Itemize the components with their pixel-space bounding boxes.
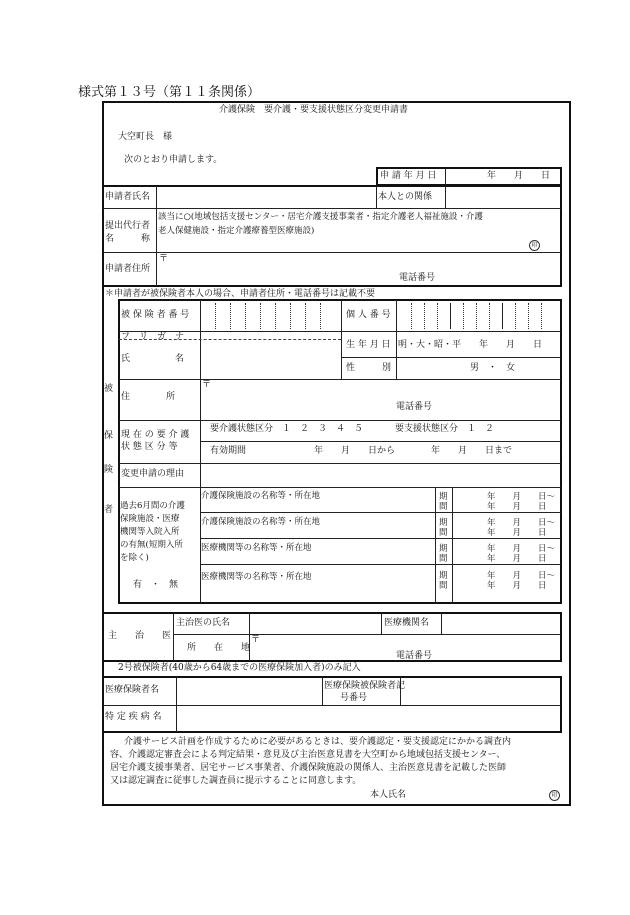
birth-label: 生 年 月 日 (346, 340, 391, 350)
insured-address-field[interactable] (212, 381, 558, 399)
postal-mark: 〒 (159, 254, 169, 264)
signature-seal-icon: 印 (549, 790, 560, 801)
consent-line-2: 容、介護認定審査会による判定結果・意見及び主治医意見書を大空町から地域包括支援センター、 (110, 750, 506, 760)
birth-field[interactable]: 明・大・昭・平 年 月 日 (398, 340, 543, 350)
insurer-label: 医療保険者名 (105, 685, 160, 695)
insured-address-label: 住 所 (121, 392, 176, 402)
proxy-label-1: 提出代行者 (105, 221, 151, 231)
institution-field[interactable] (443, 615, 559, 633)
period-4-label: 期 間 (439, 571, 448, 591)
validity-label: 有効期間 (210, 446, 247, 456)
institution-label: 医療機関名 (384, 618, 430, 628)
form-title: 介護保険 要介護・要支援状態区分変更申請書 (219, 105, 409, 115)
applicant-name-field[interactable] (158, 188, 374, 206)
relation-field[interactable] (447, 188, 559, 206)
facility-label-4: の有無(短期入所 (120, 540, 183, 550)
application-date-field[interactable]: 年 月 日 (487, 171, 551, 181)
disease-label: 特 定 疾 病 名 (105, 712, 162, 722)
furigana-label: フ リ ガ ナ (121, 332, 185, 342)
insured-number-field[interactable] (202, 302, 340, 330)
doctor-name-field[interactable] (251, 615, 379, 633)
period-4-field[interactable]: 年 月 日～ 年 月 日 (487, 571, 556, 591)
validity-field[interactable]: 年 月 日から 年 月 日まで (314, 446, 513, 456)
applicant-address-label: 申請者住所 (105, 264, 151, 274)
facility-label-5: を除く) (120, 553, 149, 563)
form-number: 様式第１３号（第１１条関係） (78, 85, 261, 100)
insured-postal-mark: 〒 (202, 380, 212, 390)
period-3-field[interactable]: 年 月 日～ 年 月 日 (487, 544, 556, 564)
applicant-address-field[interactable] (168, 254, 558, 272)
facility-label-1: 過去6月間の介護 (120, 501, 185, 511)
personal-number-label: 個 人 番 号 (346, 310, 391, 320)
period-2-label: 期 間 (439, 518, 448, 538)
facility-yes-no[interactable]: 有 ・ 無 (133, 580, 179, 590)
signature-field[interactable] (408, 788, 548, 802)
signature-label: 本人氏名 (370, 790, 407, 800)
facility-row-2: 介護保険施設の名称等・所在地 (201, 517, 321, 527)
consent-line-4: 又は認定調査に従事した調査員に提示することに同意します。 (110, 776, 362, 786)
insured-num-label-2: 号番号 (340, 693, 368, 703)
change-reason-field[interactable] (202, 465, 560, 486)
insured-phone-label: 電話番号 (396, 402, 433, 412)
insured-num-field[interactable] (402, 679, 559, 703)
furigana-field[interactable] (202, 332, 340, 339)
relation-label: 本人との関係 (378, 192, 433, 202)
insured-num-label-1: 医療保険被保険者記 (324, 681, 406, 691)
facility-label-2: 保険施設・医療 (120, 514, 180, 524)
personal-number-field[interactable] (398, 302, 560, 330)
support-level-options[interactable]: 要支援状態区分 １ ２ (395, 424, 495, 434)
care-level-options[interactable]: 要介護状態区分 １ ２ ３ ４ ５ (210, 424, 364, 434)
insured-side-3: 険 (104, 465, 114, 475)
insured-name-field[interactable] (202, 341, 340, 378)
intro-text: 次のとおり申請します。 (124, 155, 223, 165)
sex-field[interactable]: 男 ・ 女 (470, 363, 516, 373)
sex-label: 性 別 (346, 363, 392, 373)
period-3-label: 期 間 (439, 544, 448, 564)
doctor-side-label: 主 治 医 (108, 631, 172, 641)
insurer-field[interactable] (178, 679, 320, 703)
application-date-label: 申 請 年 月 日 (380, 171, 437, 181)
period-1-label: 期 間 (439, 492, 448, 512)
seal-mark-icon: 印 (529, 240, 540, 251)
facility-row-4: 医療機関等の名称等・所在地 (201, 572, 312, 582)
doctor-postal-mark: 〒 (251, 635, 261, 645)
consent-line-1: 介護サービス計画を作成するために必要があるときは、要介護認定・要支援認定にかかる調査内 (124, 737, 512, 747)
facility-label-3: 機関等入院入所 (120, 527, 180, 537)
applicant-name-label: 申請者氏名 (105, 192, 151, 202)
proxy-text-1: 該当に○(地域包括支援センター・居宅介護支援事業者・指定介護老人福祉施設・介護 (158, 212, 483, 222)
doctor-name-label: 主治医の氏名 (176, 618, 231, 628)
doctor-address-label: 所 在 地 (187, 643, 251, 653)
insured-number-label: 被 保 険 者 番 号 (121, 310, 190, 320)
current-status-label-1: 現 在 の 要 介 護 (121, 430, 190, 440)
doctor-phone-label: 電話番号 (396, 651, 433, 661)
change-reason-label: 変更申請の理由 (121, 469, 185, 479)
proxy-label-2: 名 称 (105, 234, 151, 244)
period-1-field[interactable]: 年 月 日～ 年 月 日 (487, 492, 556, 512)
facility-row-1: 介護保険施設の名称等・所在地 (201, 491, 321, 501)
consent-line-3: 居宅介護支援事業者、居宅サービス事業者、介護保険施設の関係人、主治医意見書を記載した医師 (110, 763, 507, 773)
insured-side-4: 者 (104, 505, 114, 515)
insured-side-2: 保 (104, 431, 114, 441)
doctor-address-field[interactable] (261, 636, 557, 650)
current-status-label-2: 状 態 区 分 等 (121, 442, 178, 452)
facility-row-3: 医療機関等の名称等・所在地 (201, 543, 312, 553)
recipient: 大空町長 様 (118, 132, 173, 142)
insured-name-label: 氏 名 (121, 354, 185, 364)
type2-note: 2号被保険者(40歳から64歳までの医療保険加入者)のみ記入 (118, 663, 361, 673)
disease-field[interactable] (178, 707, 559, 731)
insured-side-1: 被 (104, 384, 114, 394)
applicant-note: ＊申請者が被保険者本人の場合、申請者住所・電話番号は記載不要 (105, 289, 376, 299)
applicant-phone-label: 電話番号 (399, 273, 436, 283)
period-2-field[interactable]: 年 月 日～ 年 月 日 (487, 518, 556, 538)
proxy-text-2: 老人保健施設・指定介護療養型医療施設) (158, 226, 315, 236)
